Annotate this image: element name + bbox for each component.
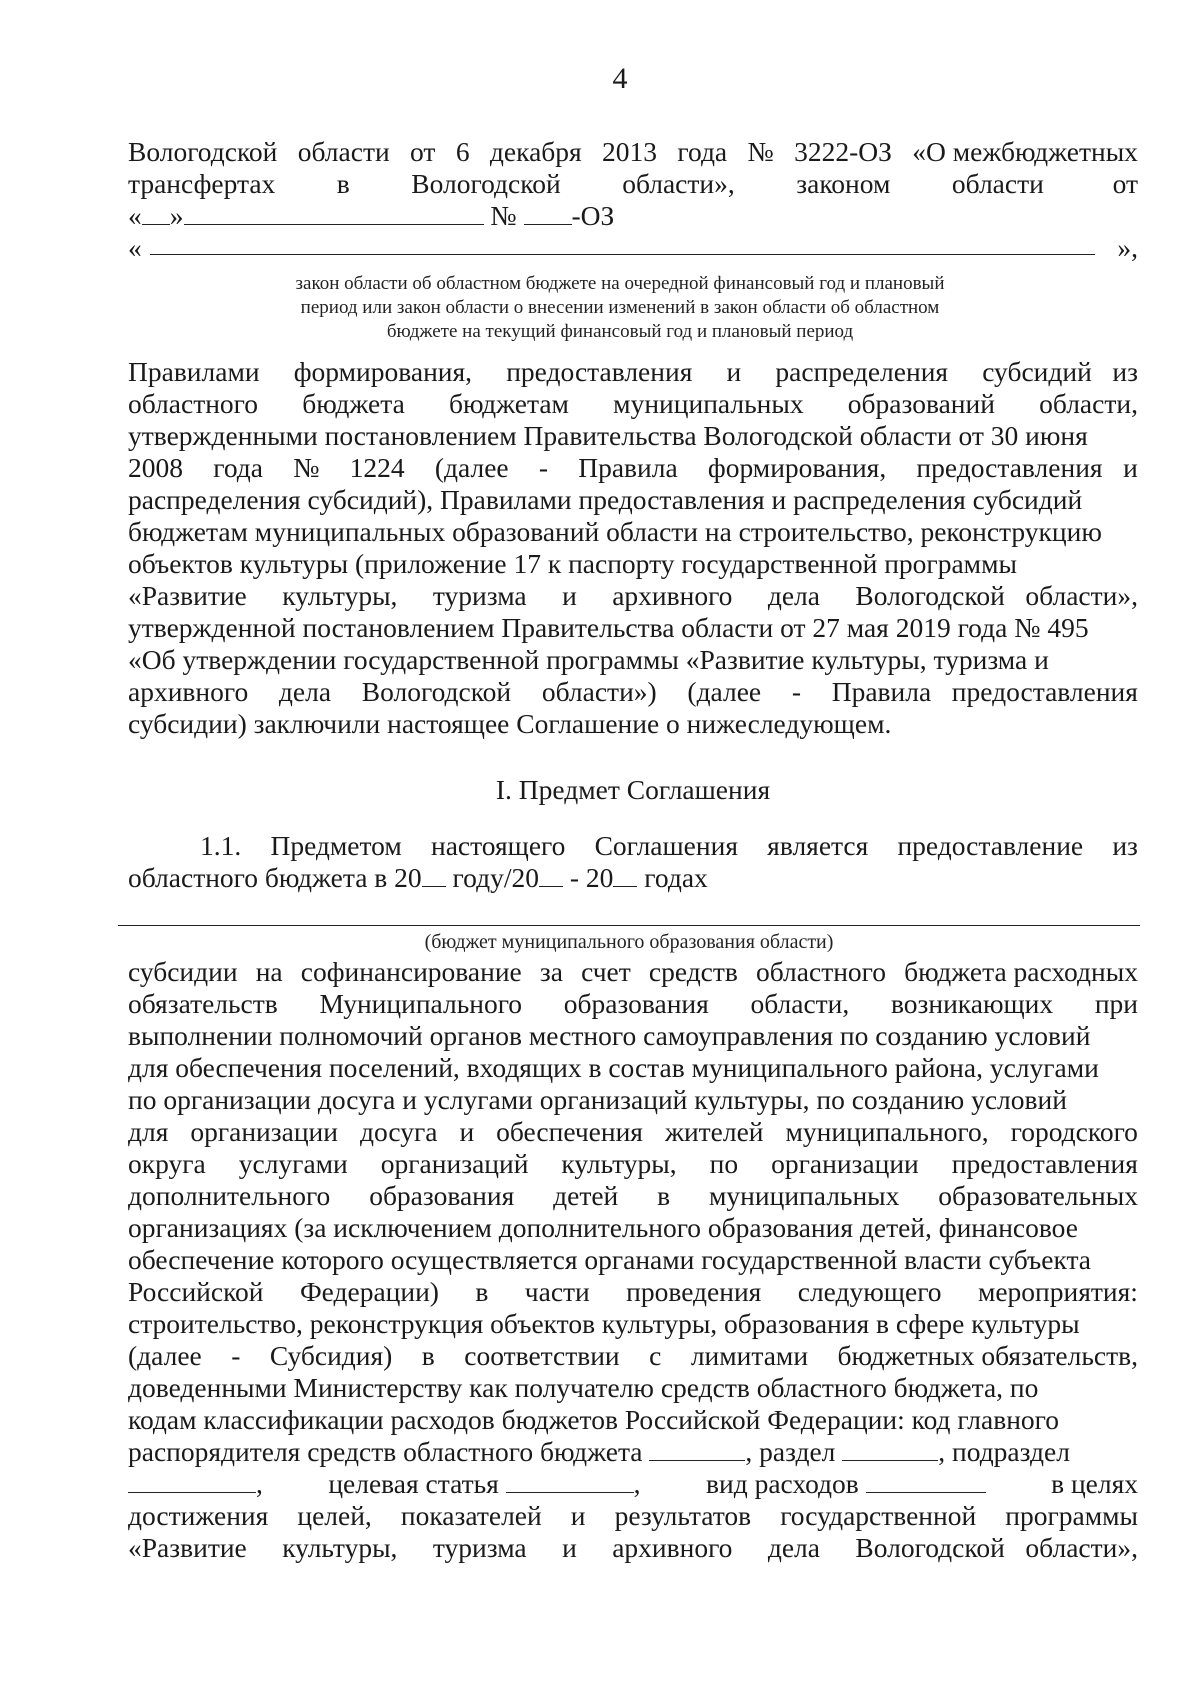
budget-codes-line-1: распорядителя средств областного бюджета , раздел , подраздел bbox=[128, 1436, 1070, 1467]
year-blank-1 bbox=[422, 864, 446, 887]
budget-blank-line bbox=[118, 925, 1140, 926]
law-blank-line: « » № -ОЗ bbox=[128, 200, 615, 231]
intro-line-2: трансфертах в Вологодской области», законом области от bbox=[128, 168, 1138, 199]
year-line: областного бюджета в 20 году/20 - 20 годах bbox=[128, 862, 708, 893]
subsection-code-blank bbox=[128, 1470, 256, 1493]
expense-type-blank bbox=[866, 1470, 986, 1493]
year-blank-2 bbox=[539, 864, 563, 887]
intro-line-1: Вологодской области от 6 декабря 2013 года № 3222-ОЗ «О межбюджетных bbox=[128, 136, 1138, 167]
law-day-blank bbox=[142, 202, 170, 225]
law-number-blank bbox=[524, 202, 572, 225]
subsidy-paragraph: субсидии на софинансирование за счет средств областного бюджета расходных обязательств Муниципального образования области, возникающих при выполнении полномочий органов местного самоуправления по созданию условий для обеспечения поселений, входящих в состав муниципального района, услугами по организации досуга и услугами организаций культуры, по созданию условий для организации досуга и обеспечения жителей муниципального, городского округа услугами организаций культуры, по организации предоставления дополнительного образования детей в муниципальных образовательных организациях (за исключением дополнительного образования детей, финансовое обеспечение которого осуществляется органами государственной власти субъекта Российской Федерации) в части проведения следующего мероприятия: строительство, реконструкция объектов культуры, образования в сфере культуры (далее - Субсидия) в соответствии с лимитами бюджетных обязательств, доведенными Министерству как получателю средств областного бюджета, по кодам классификации расходов бюджетов Российской Федерации: код главного распорядителя средств областного бюджета , раздел , подраздел , целевая статья , вид расходов в целях достижения целей, показателей и результатов государственной программы «Развитие культуры, туризма и архивного дела Вологодской области», bbox=[128, 956, 1138, 1563]
law-title-note: закон области об областном бюджете на очередной финансовый год и плановый период или закон области о внесении изменений в закон области об областном бюджете на текущий финансовый год и плановый период bbox=[295, 273, 945, 342]
budget-codes-line-2: , целевая статья , вид расходов в целях bbox=[128, 1468, 1138, 1500]
section-heading: I. Предмет Соглашения bbox=[495, 774, 771, 805]
target-article-blank bbox=[506, 1470, 634, 1493]
budget-note: (бюджет муниципального образования области) bbox=[424, 931, 834, 953]
law-title-line: « », bbox=[128, 232, 1138, 263]
page-number: 4 bbox=[612, 62, 628, 95]
rules-paragraph: Правилами формирования, предоставления и распределения субсидий из областного бюджета бюджетам муниципальных образований области, утвержденными постановлением Правительства Вологодской области от 30 июня 2008 года № 1224 (далее - Правила формирования, предоставления и распределения субсидий), Правилами предоставления и распределения субсидий бюджетам муниципальных образований области на строительство, реконструкцию объектов культуры (приложение 17 к паспорту государственной программы «Развитие культуры, туризма и архивного дела Вологодской области», утвержденной постановлением Правительства области от 27 мая 2019 года № 495 «Об утверждении государственной программы «Развитие культуры, туризма и архивного дела Вологодской области») (далее - Правила предоставления субсидии) заключили настоящее Соглашение о нижеследующем. bbox=[128, 356, 1138, 739]
year-blank-3 bbox=[613, 864, 637, 887]
manager-code-blank bbox=[649, 1438, 745, 1461]
intro-paragraph bbox=[128, 136, 1138, 264]
clause-1-1: 1.1. Предметом настоящего Соглашения является предоставление из областного бюджета в 20 году/20 - 20 годах bbox=[128, 830, 1138, 893]
law-title-blank bbox=[150, 232, 1095, 255]
section-code-blank bbox=[842, 1438, 938, 1461]
law-date-blank bbox=[184, 202, 484, 225]
